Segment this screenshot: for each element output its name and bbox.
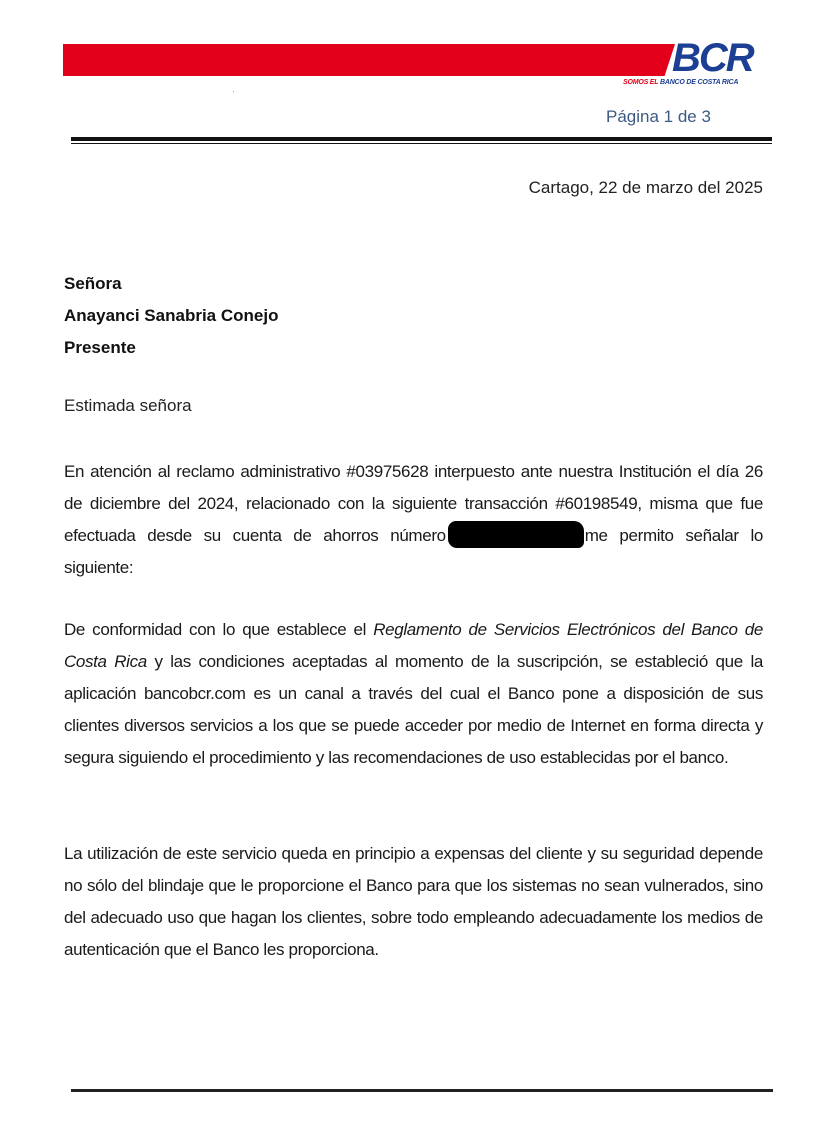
scan-artifact bbox=[233, 91, 234, 92]
greeting: Estimada señora bbox=[64, 396, 192, 415]
regulation-lead: De conformidad con lo que establece el bbox=[64, 620, 367, 639]
page-indicator: Página 1 de 3 bbox=[606, 107, 711, 126]
bcr-logo-text: BCR bbox=[672, 36, 753, 80]
recipient-block bbox=[64, 268, 278, 364]
bcr-logo bbox=[623, 36, 766, 90]
recipient-name: Anayanci Sanabria Conejo bbox=[64, 306, 279, 325]
header-red-bar bbox=[63, 44, 675, 76]
paragraph-security: La utilización de este servicio queda en principio a expensas del cliente y su seguridad depende no sólo del blindaje que le proporcione el Banco para que los sistemas no sean vulnerados, sino del adecuado uso que hagan los clientes, sobre todo empleando adecuadamente los medios de autenticación que el Banco les proporciona. bbox=[64, 844, 763, 959]
regulation-rest: y las condiciones aceptadas al momento de la suscripción, se estableció que la aplicación bancobcr.com es un canal a través del cual el Banco pone a disposición de sus clientes diversos servicios a los que se puede acceder por medio de Internet en forma directa y segura siguiendo el procedimiento y las recomendaciones de uso establecidas por el banco. bbox=[64, 652, 763, 767]
footer-divider bbox=[71, 1089, 773, 1092]
place-date: Cartago, 22 de marzo del 2025 bbox=[528, 178, 763, 197]
tagline-part1: SOMOS EL bbox=[623, 79, 659, 86]
account-number-redaction bbox=[448, 521, 584, 548]
bcr-tagline bbox=[623, 79, 738, 86]
recipient-presente: Presente bbox=[64, 338, 136, 357]
claim-text-end: me permito señalar lo siguiente: bbox=[64, 526, 763, 577]
tagline-part2: BANCO DE COSTA RICA bbox=[659, 79, 739, 86]
recipient-title: Señora bbox=[64, 274, 122, 293]
paragraph-regulation bbox=[64, 614, 763, 774]
header-divider bbox=[71, 137, 772, 144]
paragraph-claim bbox=[64, 456, 763, 584]
claim-text: En atención al reclamo administrativo #03975628 interpuesto ante nuestra Institución el día 26 de diciembre del 2024, relacionado con la siguiente transacción #60198549, misma que fue efectuada desde su cuenta de ahorros número bbox=[64, 462, 763, 545]
regulation-title: Reglamento de Servicios Electrónicos del Banco de Costa Rica bbox=[64, 620, 763, 671]
